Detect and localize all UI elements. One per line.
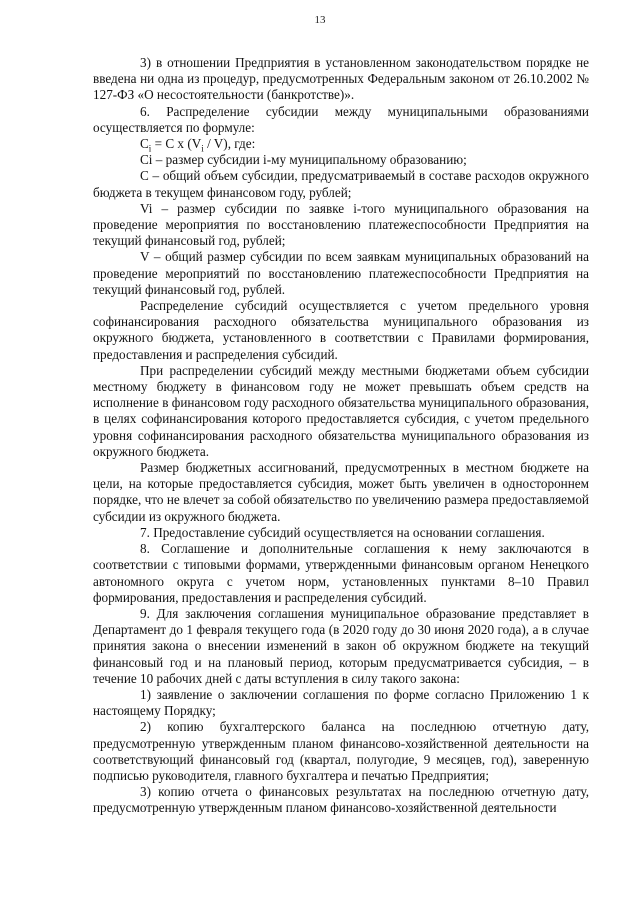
page-number: 13 bbox=[314, 14, 326, 26]
document-body bbox=[93, 55, 589, 817]
paragraph-item-9: 9. Для заключения соглашения муниципальное образование представляет в Департамент до 1 февраля текущего года (в 2020 году до 30 июня 2020 года), а в случае принятия закона о внесении изменений в закон об окружном бюджете на текущий финансовый год и на плановый период, которым предусматривается субсидия, – в течение 10 рабочих дней с даты вступления в силу такого закона: bbox=[93, 605, 589, 686]
paragraph-item-7: 7. Предоставление субсидий осуществляется на основании соглашения. bbox=[140, 524, 545, 540]
formula-lhs-sub: i bbox=[148, 143, 152, 154]
definition-v: V – общий размер субсидии по всем заявкам муниципальных образований на проведение мероприятий по восстановлению платежеспособности Предприятия на текущий финансовый год, рублей. bbox=[93, 249, 589, 297]
paragraph-bankruptcy-condition: 3) в отношении Предприятия в установленном законодательством порядке не введена ни одна из процедур, предусмотренных Федеральным законом от 26.10.2002 № 127-ФЗ «О несостоятельности (банкротстве)». bbox=[93, 55, 589, 103]
definition-ci: Ci – размер субсидии i-му муниципальному образованию; bbox=[140, 152, 467, 168]
paragraph-item-8: 8. Соглашение и дополнительные соглашения к нему заключаются в соответствии с типовыми формами, утвержденными финансовым органом Ненецкого автономного округа с учетом норм, установленных пунктами 8–10 Правил формирования, предоставления и распределения субсидий. bbox=[93, 541, 589, 605]
definition-c: C – общий объем субсидии, предусматриваемый в составе расходов окружного бюджета в текущем финансовом году, рублей; bbox=[93, 168, 589, 200]
formula-lhs: C bbox=[140, 136, 149, 152]
definition-vi: Vi – размер субсидии по заявке i-того муниципального образования на проведение мероприятия по восстановлению платежеспособности Предприятия на текущий финансовый год, рублей; bbox=[93, 200, 589, 249]
paragraph-distribution-formula-intro: 6. Распределение субсидии между муниципальными образованиями осуществляется по формуле: bbox=[93, 103, 589, 135]
list-item-3: 3) копию отчета о финансовых результатах на последнюю отчетную дату, предусмотренную утвержденным планом финансово-хозяйственной деятельности bbox=[93, 784, 589, 816]
paragraph-subsidy-limit: При распределении субсидий между местными бюджетами объем субсидии местному бюджету в финансовом году не может превышать объем средств на исполнение в финансовом году расходного обязательства муниципального образования, в целях софинансирования которого предоставляется субсидия, с учетом предельного уровня софинансирования расходного обязательства муниципального образования из окружного бюджета. bbox=[93, 362, 589, 459]
list-item-1: 1) заявление о заключении соглашения по форме согласно Приложению 1 к настоящему Порядку; bbox=[93, 686, 589, 719]
subsidy-formula bbox=[93, 136, 589, 152]
list-item-2: 2) копию бухгалтерского баланса на последнюю отчетную дату, предусмотренную утвержденным планом финансово-хозяйственной деятельности на соответствующий финансовый год (квартал, полугодие, 9 месяцев, год), заверенную подписью руководителя, главного бухгалтера и печатью Предприятия; bbox=[93, 719, 589, 783]
formula-rhs-sub: i bbox=[201, 143, 204, 154]
formula-rhs-start: = C x (V bbox=[151, 136, 202, 152]
formula-rhs-end: / V), где: bbox=[203, 136, 256, 152]
paragraph-budget-allocation: Размер бюджетных ассигнований, предусмотренных в местном бюджете на цели, на которые предоставляется субсидия, может быть увеличен в одностороннем порядке, что не влечет за собой обязательство по увеличению размера предоставляемой субсидии из окружного бюджета. bbox=[93, 460, 589, 524]
paragraph-cofinancing-level: Распределение субсидий осуществляется с учетом предельного уровня софинансирования расходного обязательства муниципального образования из окружного бюджета, установленного в соответствии с Правилами формирования, предоставления и распределения субсидий. bbox=[93, 298, 589, 362]
